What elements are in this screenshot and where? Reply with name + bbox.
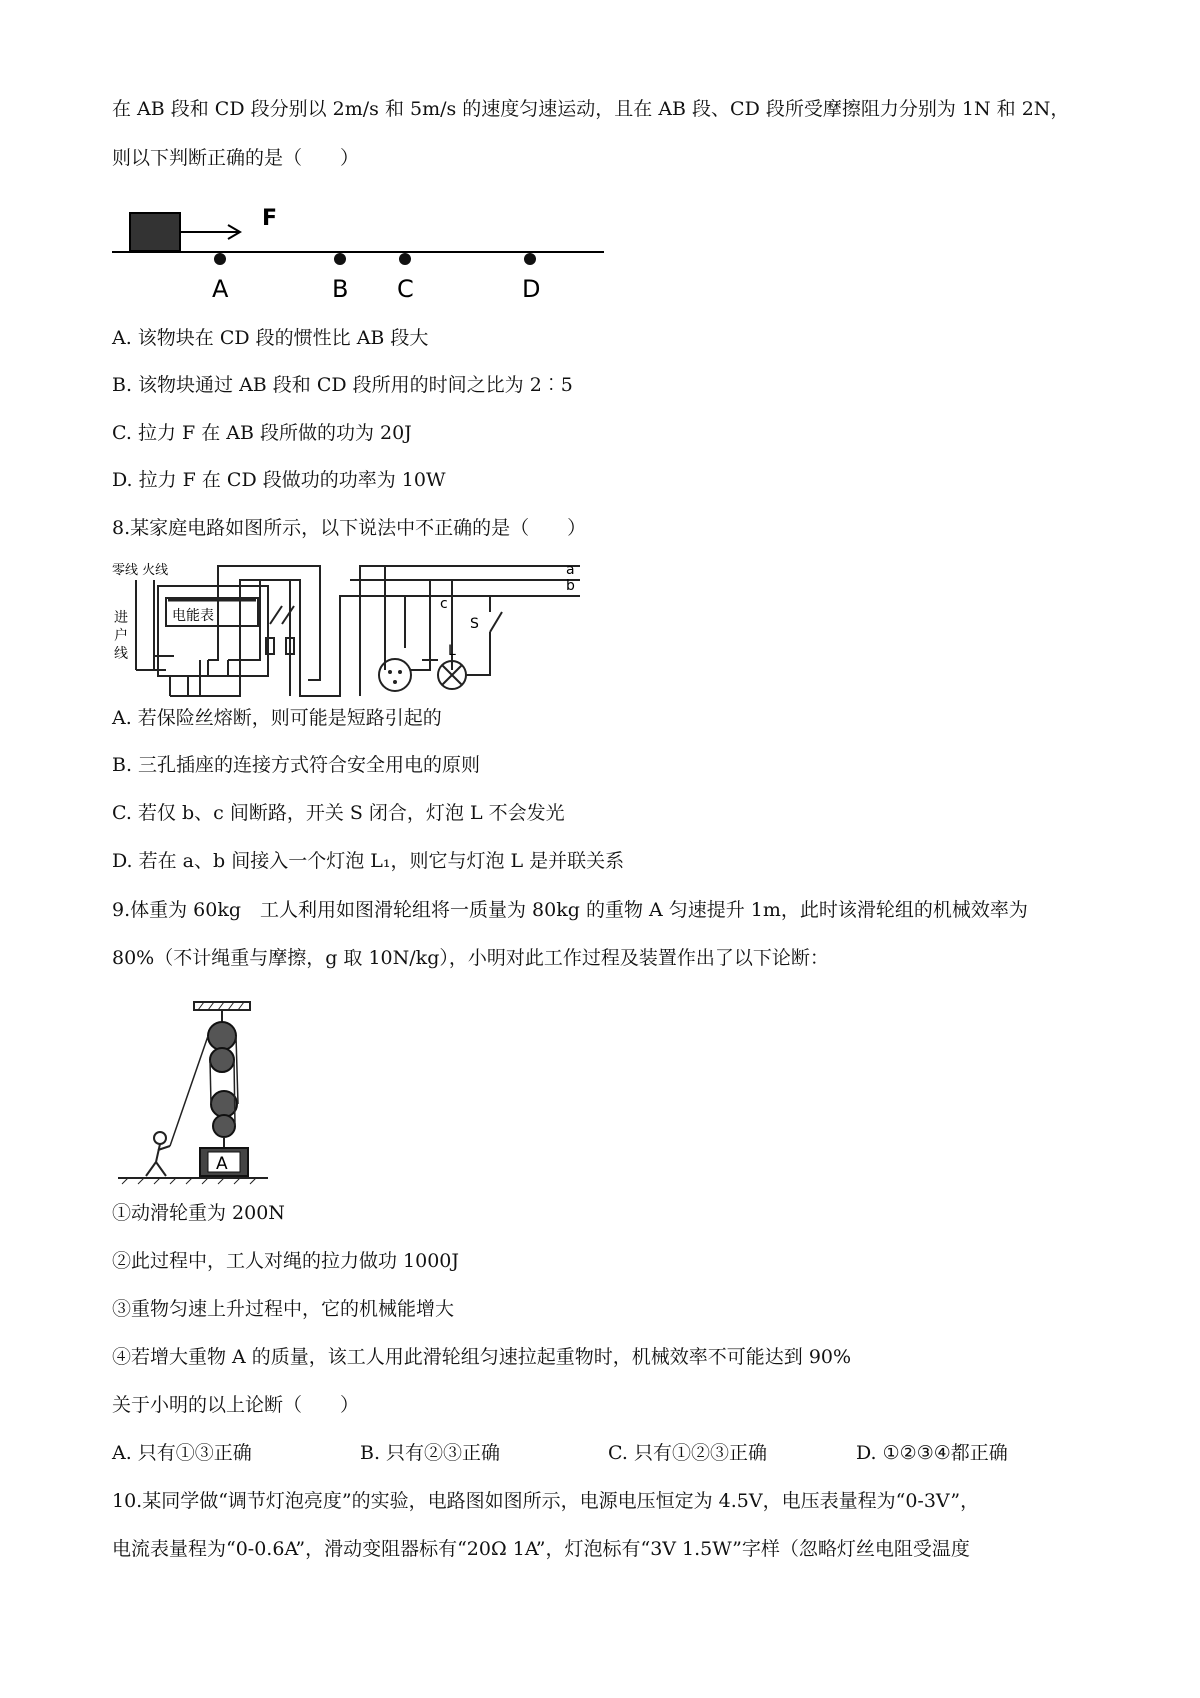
three-pin-socket	[379, 659, 411, 691]
q8-household-circuit-figure	[110, 560, 580, 710]
movable-pulley	[211, 1091, 237, 1117]
q9-option-b: B. 只有②③正确	[360, 1442, 501, 1464]
q10-stem-line1: 10.某同学做“调节灯泡亮度”的实验，电路图如图所示，电源电压恒定为 4.5V，电压表量程为“0-3V”，	[112, 1490, 980, 1512]
wire-a-label: a	[566, 562, 575, 578]
q7-stem-line2: 则以下判断正确的是（ ）	[112, 147, 360, 169]
point-b-dot	[334, 253, 346, 265]
q9-option-d: D. ①②③④都正确	[856, 1442, 1008, 1464]
point-b-label: B	[332, 275, 349, 303]
q8-option-c: C. 若仅 b、c 间断路，开关 S 闭合，灯泡 L 不会发光	[112, 802, 565, 824]
q8-stem: 8.某家庭电路如图所示，以下说法中不正确的是（ ）	[112, 517, 587, 539]
q9-stem-line2: 80%（不计绳重与摩擦，g 取 10N/kg），小明对此工作过程及装置作出了以下论断：	[112, 947, 829, 969]
point-d-label: D	[522, 275, 541, 303]
q7-option-b: B. 该物块通过 AB 段和 CD 段所用的时间之比为 2︰5	[112, 374, 573, 396]
q7-option-c: C. 拉力 F 在 AB 段所做的功为 20J	[112, 422, 412, 444]
q9-stem-line1: 9.体重为 60kg 工人利用如图滑轮组将一质量为 80kg 的重物 A 匀速提升 1m，此时该滑轮组的机械效率为	[112, 899, 1028, 921]
q9-claim-2: ②此过程中，工人对绳的拉力做功 1000J	[112, 1250, 460, 1272]
q9-options-row	[112, 1440, 1008, 1466]
force-label: F	[262, 206, 278, 231]
weight-a-label: A	[216, 1154, 228, 1174]
point-c-label: C	[397, 275, 414, 303]
q8-option-a: A. 若保险丝熔断，则可能是短路引起的	[112, 707, 442, 729]
point-d-dot	[524, 253, 536, 265]
q9-pulley-figure	[118, 1000, 268, 1185]
q9-option-c: C. 只有①②③正确	[608, 1442, 767, 1464]
node-c-label: c	[440, 596, 448, 612]
q7-block-track-figure	[110, 205, 610, 305]
entry-label-1: 进	[114, 610, 128, 626]
q8-option-d: D. 若在 a、b 间接入一个灯泡 L₁，则它与灯泡 L 是并联关系	[112, 850, 625, 872]
q7-stem-line1: 在 AB 段和 CD 段分别以 2m/s 和 5m/s 的速度匀速运动，且在 AB 段、CD 段所受摩擦阻力分别为 1N 和 2N，	[112, 98, 1070, 120]
fixed-pulley	[208, 1022, 236, 1050]
q9-claim-4: ④若增大重物 A 的质量，该工人用此滑轮组匀速拉起重物时，机械效率不可能达到 90%	[112, 1346, 852, 1368]
point-c-dot	[399, 253, 411, 265]
switch-label: S	[470, 616, 479, 632]
switch-s	[490, 612, 502, 632]
q9-claim-3: ③重物匀速上升过程中，它的机械能增大	[112, 1298, 455, 1320]
entry-label-2: 户	[114, 628, 128, 644]
lamp-label: L	[448, 643, 456, 659]
q8-option-b: B. 三孔插座的连接方式符合安全用电的原则	[112, 754, 481, 776]
q7-option-a: A. 该物块在 CD 段的惯性比 AB 段大	[112, 327, 429, 349]
worker	[154, 1132, 166, 1144]
wire-b-label: b	[566, 578, 575, 594]
q10-stem-line2: 电流表量程为“0-0.6A”，滑动变阻器标有“20Ω 1A”，灯泡标有“3V 1.5W”字样（忽略灯丝电阻受温度	[112, 1538, 970, 1560]
q9-claim-1: ①动滑轮重为 200N	[112, 1202, 285, 1224]
q9-option-a: A. 只有①③正确	[112, 1442, 252, 1464]
neutral-fire-label: 零线 火线	[112, 563, 169, 578]
block	[130, 213, 180, 251]
meter-label: 电能表	[172, 608, 214, 624]
point-a-dot	[214, 253, 226, 265]
point-a-label: A	[212, 275, 229, 303]
q9-question: 关于小明的以上论断（ ）	[112, 1394, 360, 1416]
q7-option-d: D. 拉力 F 在 CD 段做功的功率为 10W	[112, 469, 446, 491]
entry-label-3: 线	[114, 646, 128, 662]
